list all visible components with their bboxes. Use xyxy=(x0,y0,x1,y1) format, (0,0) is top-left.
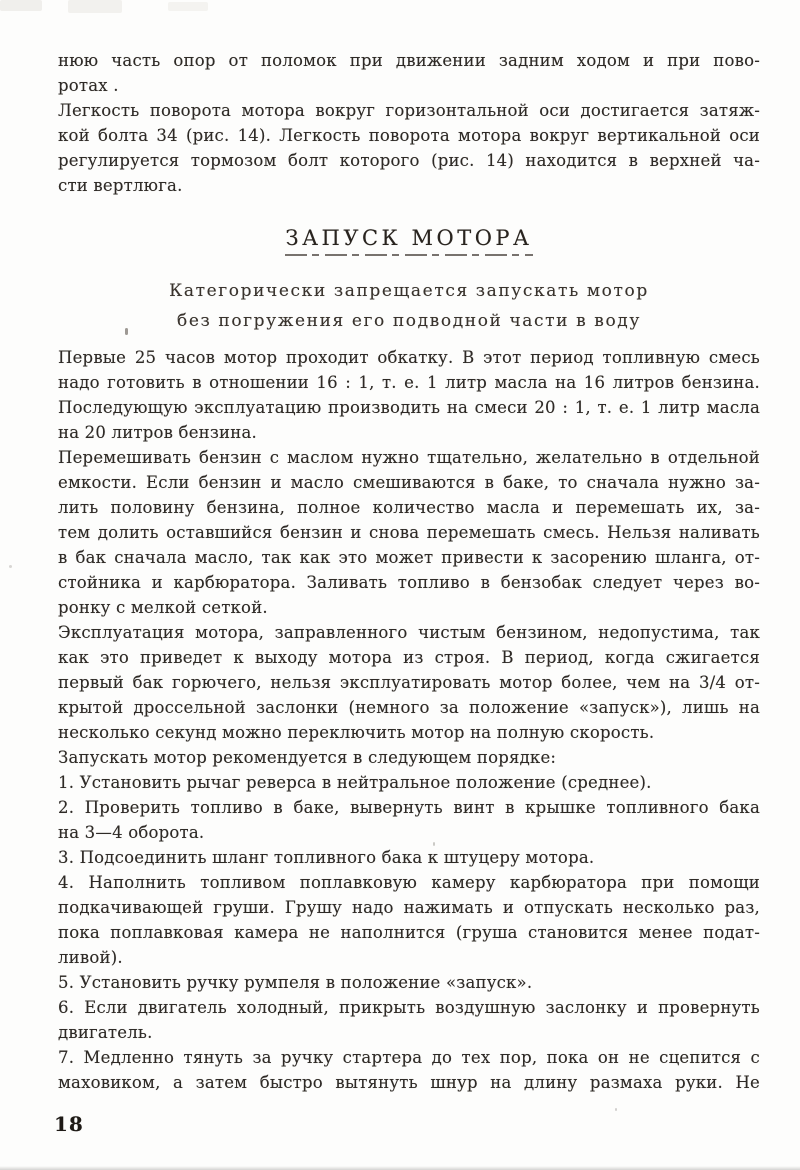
scan-smudge xyxy=(68,0,122,13)
text-line: надо готовить в отношении 16 : 1, т. е. 1 литр масла на 16 литров бензина. xyxy=(58,373,760,392)
paragraph xyxy=(58,620,760,745)
intro-paragraphs xyxy=(58,48,760,198)
text-line: в бак сначала масло, так как это может привести к засорению шланга, от- xyxy=(58,548,760,567)
text-line: ронку с мелкой сеткой. xyxy=(58,598,268,617)
text-line: емкости. Если бензин и масло смешиваются в баке, то сначала нужно за- xyxy=(58,473,760,492)
text-line: Первые 25 часов мотор проходит обкатку. В этот период топливную смесь xyxy=(58,348,760,367)
text-line: стойника и карбюратора. Заливать топливо в бензобак следует через во- xyxy=(58,573,760,592)
scan-smudge xyxy=(168,2,208,11)
text-line: маховиком, а затем быстро вытянуть шнур на длину размаха руки. Не xyxy=(58,1073,760,1092)
paragraph xyxy=(58,770,760,795)
text-line: на 20 литров бензина. xyxy=(58,423,257,442)
paragraph xyxy=(58,870,760,970)
text-line: двигатель. xyxy=(58,1023,153,1042)
paragraph xyxy=(58,995,760,1045)
text-line: крытой дроссельной заслонки (немного за положение «запуск»), лишь на xyxy=(58,698,760,717)
text-line: ротах . xyxy=(58,76,119,95)
text-line: подкачивающей груши. Грушу надо нажимать и отпускать несколько раз, xyxy=(58,898,760,917)
text-line: Эксплуатация мотора, заправленного чистым бензином, недопустима, так xyxy=(58,623,760,642)
text-line: сти вертлюга. xyxy=(58,176,183,195)
text-line: 2. Проверить топливо в баке, вывернуть винт в крышке топливного бака xyxy=(58,798,760,817)
paragraph xyxy=(58,970,760,995)
body-paragraphs xyxy=(58,345,760,1095)
paragraph xyxy=(58,845,760,870)
scan-smudge xyxy=(0,0,42,11)
text-line: 7. Медленно тянуть за ручку стартера до тех пор, пока он не сцепится с xyxy=(58,1048,760,1067)
text-line: нюю часть опор от поломок при движении задним ходом и при пово- xyxy=(58,51,760,70)
text-line: тем долить оставшийся бензин и снова перемешать смесь. Нельзя наливать xyxy=(58,523,760,542)
warning-note xyxy=(58,276,760,336)
text-line: 6. Если двигатель холодный, прикрыть воздушную заслонку и провернуть xyxy=(58,998,760,1017)
paragraph xyxy=(58,98,760,198)
text-line: ливой). xyxy=(58,948,123,967)
text-line: Запускать мотор рекомендуется в следующем порядке: xyxy=(58,748,557,767)
text-line: 1. Установить рычаг реверса в нейтральное положение (среднее). xyxy=(58,773,652,792)
text-line: регулируется тормозом болт которого (рис. 14) находится в верхней ча- xyxy=(58,151,760,170)
scan-speck xyxy=(125,328,128,335)
scan-bottom-edge xyxy=(0,1166,800,1170)
paragraph xyxy=(58,745,760,770)
text-line: Легкость поворота мотора вокруг горизонтальной оси достигается затяж- xyxy=(58,101,760,120)
text-line: лить половину бензина, полное количество масла и перемешать их, за- xyxy=(58,498,760,517)
text-line: пока поплавковая камера не наполнится (груша становится менее подат- xyxy=(58,923,760,942)
paragraph xyxy=(58,48,760,98)
text-line: на 3—4 оборота. xyxy=(58,823,205,842)
section-heading: ЗАПУСК МОТОРА xyxy=(285,226,533,250)
paragraph xyxy=(58,345,760,445)
paragraph xyxy=(58,795,760,845)
scan-speck xyxy=(615,1108,617,1111)
paragraph xyxy=(58,445,760,620)
scan-speck xyxy=(9,565,12,568)
text-line: Перемешивать бензин с маслом нужно тщательно, желательно в отдельной xyxy=(58,448,760,467)
text-line: несколько секунд можно переключить мотор на полную скорость. xyxy=(58,723,655,742)
scan-speck xyxy=(433,842,435,846)
paragraph xyxy=(58,1045,760,1095)
heading-underline-rule xyxy=(285,254,533,256)
text-line: как это приведет к выходу мотора из строя. В период, когда сжигается xyxy=(58,648,760,667)
text-line: 3. Подсоединить шланг топливного бака к штуцеру мотора. xyxy=(58,848,595,867)
text-line: кой болта 34 (рис. 14). Легкость поворота мотора вокруг вертикальной оси xyxy=(58,126,760,145)
text-line: Последующую эксплуатацию производить на смеси 20 : 1, т. е. 1 литр масла xyxy=(58,398,760,417)
text-line: первый бак горючего, нельзя эксплуатировать мотор более, чем на 3/4 от- xyxy=(58,673,760,692)
text-line: 4. Наполнить топливом поплавковую камеру карбюратора при помощи xyxy=(58,873,760,892)
text-line: 5. Установить ручку румпеля в положение «запуск». xyxy=(58,973,533,992)
warning-line-1: Категорически запрещается запускать мотор xyxy=(169,281,649,301)
section-heading-wrap xyxy=(58,225,760,256)
page-number: 18 xyxy=(54,1112,84,1136)
warning-line-2: без погружения его подводной части в воду xyxy=(177,311,641,331)
